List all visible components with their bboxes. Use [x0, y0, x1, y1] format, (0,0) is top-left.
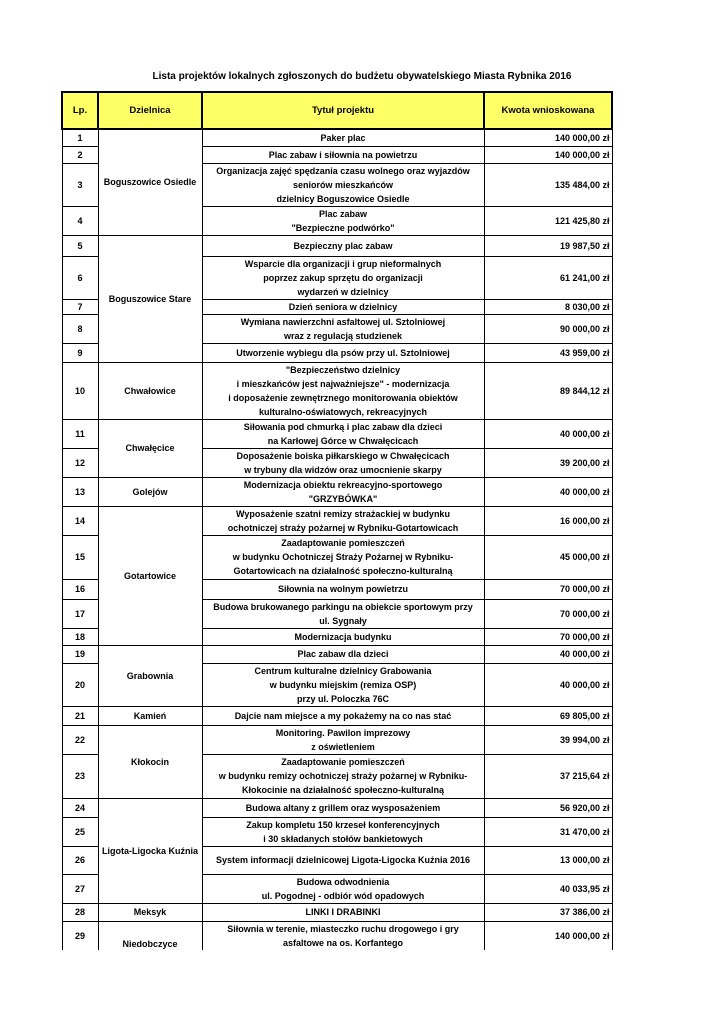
district-name: Boguszowice Stare	[98, 235, 202, 362]
requested-amount: 70 000,00 zł	[484, 628, 612, 645]
table-row	[62, 921, 612, 950]
project-title-line: Doposażenie boiska piłkarskiego w Chwałęcicach	[236, 450, 450, 461]
project-title-line: System informacji dzielnicowej Ligota-Ligocka Kuźnia 2016	[215, 855, 471, 865]
requested-amount: 40 000,00 zł	[484, 477, 612, 506]
project-title-line: Wsparcie dla organizacji i grup nieformalnych	[244, 258, 442, 269]
project-title-line: w budynku remizy ochotniczej straży pożarnej w Rybniku-	[218, 771, 468, 781]
district-name: Grabownia	[98, 645, 202, 706]
row-number: 7	[62, 299, 98, 314]
table-row	[62, 706, 612, 725]
row-number: 5	[62, 235, 98, 256]
requested-amount: 39 994,00 zł	[484, 725, 612, 754]
project-title	[202, 663, 484, 706]
project-title-line: w budynku miejskim (remiza OSP)	[269, 679, 417, 690]
row-number: 23	[62, 754, 98, 798]
project-title-line: Dzień seniora w dzielnicy	[288, 301, 398, 312]
project-title-line: Paker plac	[320, 132, 366, 143]
project-title	[202, 206, 484, 235]
requested-amount: 45 000,00 zł	[484, 535, 612, 579]
project-title	[202, 362, 484, 419]
row-number: 3	[62, 163, 98, 206]
project-title	[202, 235, 484, 256]
row-number: 17	[62, 599, 98, 628]
project-title	[202, 419, 484, 448]
row-number: 15	[62, 535, 98, 579]
project-title	[202, 725, 484, 754]
requested-amount: 140 000,00 zł	[484, 146, 612, 163]
project-title-line: Modernizacja obiektu rekreacyjno-sportowego	[243, 479, 443, 490]
project-title-line: na Karłowej Górce w Chwałęcicach	[267, 435, 419, 446]
table-body	[62, 129, 612, 950]
project-title-line: Utworzenie wybiegu dla psów przy ul. Sztolniowej	[236, 347, 450, 358]
requested-amount: 19 987,50 zł	[484, 235, 612, 256]
project-title-line: ul. Sygnały	[319, 615, 367, 626]
requested-amount: 37 215,64 zł	[484, 754, 612, 798]
requested-amount: 70 000,00 zł	[484, 579, 612, 599]
project-title-line: Dajcie nam miejsce a my pokażemy na co nas stać	[234, 710, 452, 721]
district-name: Niedobczyce	[98, 921, 202, 950]
project-title	[202, 645, 484, 663]
project-title	[202, 706, 484, 725]
project-title	[202, 846, 484, 874]
table-header-row	[62, 92, 612, 129]
project-title-line: i 30 składanych stołów bankietowych	[263, 833, 423, 844]
project-title-line: w budynku Ochotniczej Straży Pożarnej w Rybniku-	[232, 552, 454, 562]
project-title-line: "GRZYBÓWKA"	[308, 493, 378, 504]
requested-amount: 43 959,00 zł	[484, 343, 612, 362]
table-row	[62, 362, 612, 419]
row-number: 6	[62, 256, 98, 299]
project-title	[202, 477, 484, 506]
row-number: 16	[62, 579, 98, 599]
project-title-line: i doposażenie zewnętrznego monitorowania obiektów	[228, 392, 458, 403]
row-number: 8	[62, 314, 98, 343]
district-name: Ligota-Ligocka Kuźnia	[98, 798, 202, 903]
project-title-line: Monitoring. Pawilon imprezowy	[275, 727, 411, 738]
project-title-line: Zaadaptowanie pomieszczeń	[281, 538, 405, 548]
row-number: 27	[62, 874, 98, 903]
project-title	[202, 343, 484, 362]
requested-amount: 40 000,00 zł	[484, 419, 612, 448]
table-row	[62, 235, 612, 256]
row-number: 22	[62, 725, 98, 754]
table-row	[62, 129, 612, 146]
table-row	[62, 645, 612, 663]
row-number: 24	[62, 798, 98, 817]
project-title-line: poprzez zakup sprzętu do organizacji	[263, 272, 423, 283]
project-title-line: "Bezpieczeństwo dzielnicy	[285, 364, 401, 375]
project-title	[202, 903, 484, 921]
district-name: Kamień	[98, 706, 202, 725]
project-title	[202, 817, 484, 846]
page-title: Lista projektów lokalnych zgłoszonych do budżetu obywatelskiego Miasta Rybnika 2016	[152, 71, 572, 82]
row-number: 4	[62, 206, 98, 235]
project-title-line: i mieszkańców jest najważniejsze" - modernizacja	[236, 378, 450, 389]
header-tytul: Tytuł projektu	[202, 92, 484, 129]
district-name: Gotartowice	[98, 506, 202, 645]
requested-amount: 61 241,00 zł	[484, 256, 612, 299]
project-title	[202, 448, 484, 477]
district-name: Meksyk	[98, 903, 202, 921]
row-number: 25	[62, 817, 98, 846]
district-name: Chwałowice	[98, 362, 202, 419]
table-row	[62, 903, 612, 921]
project-title-line: wraz z regulacją studzienek	[283, 330, 403, 341]
header-dzielnica: Dzielnica	[98, 92, 202, 129]
row-number: 13	[62, 477, 98, 506]
table-row	[62, 725, 612, 754]
project-title-line: Siłowania pod chmurką i plac zabaw dla dzieci	[243, 421, 443, 432]
project-title-line: asfaltowe na os. Korfantego	[282, 937, 404, 948]
project-title-line: "Bezpieczne podwórko"	[291, 222, 395, 233]
requested-amount: 37 386,00 zł	[484, 903, 612, 921]
requested-amount: 40 000,00 zł	[484, 645, 612, 663]
project-title-line: Bezpieczny plac zabaw	[293, 240, 393, 251]
project-title-line: Zaadaptowanie pomieszczeń	[281, 757, 405, 767]
project-title	[202, 921, 484, 950]
row-number: 2	[62, 146, 98, 163]
requested-amount: 56 920,00 zł	[484, 798, 612, 817]
project-title-line: Organizacja zajęć spędzania czasu wolnego oraz wyjazdów	[216, 165, 470, 176]
row-number: 26	[62, 846, 98, 874]
requested-amount: 70 000,00 zł	[484, 599, 612, 628]
requested-amount: 31 470,00 zł	[484, 817, 612, 846]
requested-amount: 140 000,00 zł	[484, 921, 612, 950]
row-number: 9	[62, 343, 98, 362]
project-title-line: Wymiana nawierzchni asfaltowej ul. Sztolniowej	[240, 316, 446, 327]
project-title-line: Budowa altany z grillem oraz wysposażeniem	[245, 802, 441, 813]
row-number: 28	[62, 903, 98, 921]
row-number: 12	[62, 448, 98, 477]
requested-amount: 13 000,00 zł	[484, 846, 612, 874]
project-title-line: Kłokocinie na działalność społeczno-kulturalną	[241, 785, 445, 795]
project-title-line: Plac zabaw	[318, 208, 368, 219]
project-title-line: Wyposażenie szatni remizy strażackiej w budynku	[236, 508, 450, 519]
row-number: 14	[62, 506, 98, 535]
project-title-line: ul. Pogodnej - odbiór wód opadowych	[261, 890, 425, 901]
row-number: 29	[62, 921, 98, 950]
district-name: Golejów	[98, 477, 202, 506]
requested-amount: 69 805,00 zł	[484, 706, 612, 725]
header-lp: Lp.	[62, 92, 98, 129]
project-title-line: Gotartowicach na działalność społeczno-kulturalną	[233, 566, 453, 576]
requested-amount: 90 000,00 zł	[484, 314, 612, 343]
table-row	[62, 477, 612, 506]
district-name: Chwałęcice	[98, 419, 202, 477]
project-title	[202, 579, 484, 599]
project-title-line: Zakup kompletu 150 krzeseł konferencyjnych	[246, 819, 440, 830]
project-title-line: Centrum kulturalne dzielnicy Grabowania	[254, 665, 432, 676]
project-title-line: Plac zabaw dla dzieci	[297, 649, 389, 659]
project-title-line: przy ul. Poloczka 76C	[296, 693, 390, 704]
district-name: Boguszowice Osiedle	[98, 129, 202, 235]
row-number: 18	[62, 628, 98, 645]
project-title-line: Budowa brukowanego parkingu na obiekcie sportowym przy	[213, 601, 473, 612]
project-title	[202, 299, 484, 314]
project-title	[202, 314, 484, 343]
row-number: 21	[62, 706, 98, 725]
header-kwota: Kwota wnioskowana	[484, 92, 612, 129]
requested-amount: 135 484,00 zł	[484, 163, 612, 206]
project-title	[202, 628, 484, 645]
project-title	[202, 798, 484, 817]
district-name: Kłokocin	[98, 725, 202, 798]
projects-table	[61, 91, 613, 950]
project-title	[202, 163, 484, 206]
requested-amount: 16 000,00 zł	[484, 506, 612, 535]
project-title-line: z oświetleniem	[311, 741, 375, 752]
project-title	[202, 874, 484, 903]
project-title	[202, 599, 484, 628]
project-title-line: LINKI I DRABINKI	[305, 907, 381, 917]
requested-amount: 121 425,80 zł	[484, 206, 612, 235]
table-row	[62, 506, 612, 535]
requested-amount: 8 030,00 zł	[484, 299, 612, 314]
project-title-line: dzielnicy Boguszowice Osiedle	[276, 193, 410, 204]
project-title	[202, 754, 484, 798]
row-number: 10	[62, 362, 98, 419]
table-row	[62, 798, 612, 817]
requested-amount: 40 000,00 zł	[484, 663, 612, 706]
project-title	[202, 129, 484, 146]
row-number: 20	[62, 663, 98, 706]
row-number: 19	[62, 645, 98, 663]
project-title	[202, 256, 484, 299]
requested-amount: 140 000,00 zł	[484, 129, 612, 146]
project-title-line: w trybuny dla widzów oraz umocnienie skarpy	[244, 464, 442, 475]
table-row	[62, 419, 612, 448]
requested-amount: 40 033,95 zł	[484, 874, 612, 903]
project-title-line: kulturalno-oświatowych, rekreacyjnych	[258, 406, 428, 417]
project-title-line: Siłownia na wolnym powietrzu	[277, 584, 408, 594]
project-title-line: Modernizacja budynku	[294, 631, 392, 642]
project-title-line: Budowa odwodnienia	[296, 876, 390, 887]
project-title	[202, 535, 484, 579]
row-number: 1	[62, 129, 98, 146]
project-title-line: seniorów mieszkańców	[292, 179, 394, 190]
project-title-line: wydarzeń w dzielnicy	[297, 286, 389, 297]
project-title	[202, 146, 484, 163]
requested-amount: 89 844,12 zł	[484, 362, 612, 419]
row-number: 11	[62, 419, 98, 448]
project-title-line: Siłownia w terenie, miasteczko ruchu drogowego i gry	[227, 923, 459, 934]
project-title-line: Plac zabaw i siłownia na powietrzu	[268, 149, 418, 160]
project-title	[202, 506, 484, 535]
requested-amount: 39 200,00 zł	[484, 448, 612, 477]
project-title-line: ochotniczej straży pożarnej w Rybniku-Gotartowicach	[227, 522, 459, 533]
